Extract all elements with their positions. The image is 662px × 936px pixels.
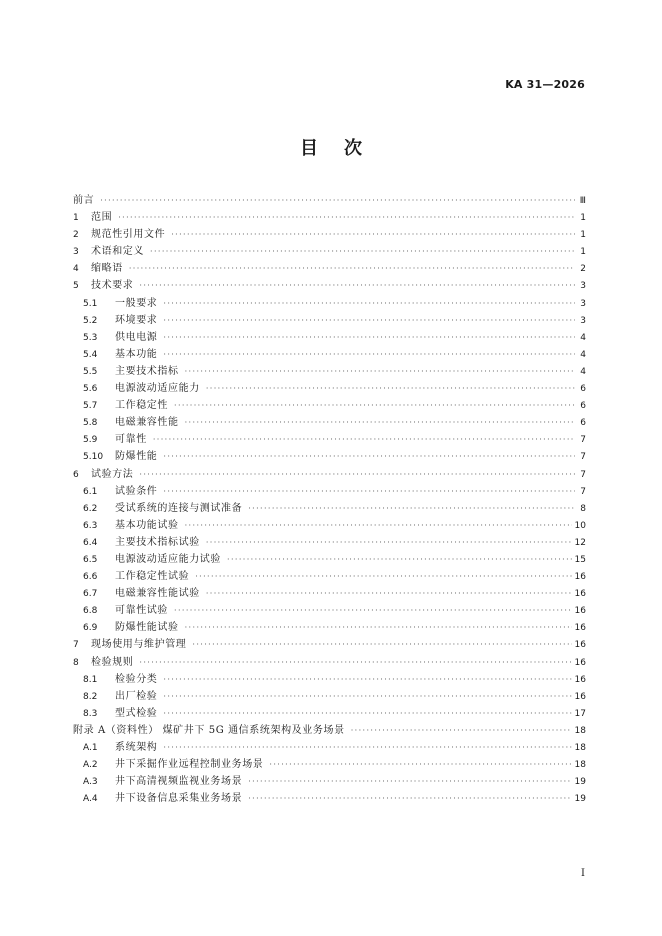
toc-entry-number: 6.6 (83, 572, 98, 583)
toc-leader-dots (163, 312, 575, 329)
toc-entry[interactable] (73, 705, 586, 722)
toc-entry-page: 8 (580, 503, 586, 514)
toc-entry-number: A.3 (83, 777, 98, 788)
toc-entry[interactable] (73, 466, 586, 483)
toc-entry-title: 试验条件 (115, 485, 158, 497)
toc-leader-dots (185, 363, 575, 380)
toc-leader-dots (163, 448, 575, 465)
toc-entry-number: 5.10 (83, 452, 104, 463)
toc-entry-title: 现场使用与维护管理 (91, 639, 187, 651)
toc-leader-dots (185, 414, 575, 431)
toc-leader-dots (248, 790, 571, 807)
toc-entry[interactable] (73, 226, 586, 243)
toc-entry[interactable] (73, 671, 586, 688)
toc-entry-title: 检验规则 (91, 656, 134, 668)
toc-entry-title: 供电电源 (115, 331, 158, 343)
toc-leader-dots (118, 209, 575, 226)
toc-leader-dots (206, 534, 572, 551)
toc-entry-number: 8.2 (83, 691, 98, 702)
toc-entry-page: 15 (574, 554, 586, 565)
toc-entry-page: 16 (574, 572, 586, 583)
toc-entry[interactable] (73, 654, 586, 671)
toc-entry[interactable] (73, 414, 586, 431)
toc-entry[interactable] (73, 380, 586, 397)
toc-leader-dots (351, 722, 572, 739)
toc-entry-title: 基本功能 (115, 348, 158, 360)
toc-entry-page: 16 (574, 674, 586, 685)
toc-leader-dots (269, 756, 571, 773)
toc-entry[interactable] (73, 329, 586, 346)
toc-entry-page: 16 (574, 691, 586, 702)
toc-entry[interactable] (73, 192, 586, 209)
page-number: I (581, 868, 585, 879)
toc-entry-number: 6.2 (83, 503, 98, 514)
toc-leader-dots (163, 346, 575, 363)
toc-entry-title: 技术要求 (91, 280, 134, 292)
toc-entry-page: 18 (574, 760, 586, 771)
toc-entry[interactable] (73, 585, 586, 602)
toc-leader-dots (174, 602, 572, 619)
toc-leader-dots (163, 705, 571, 722)
toc-leader-dots (150, 243, 575, 260)
toc-entry-number: 1 (73, 213, 79, 224)
toc-entry-number: 5.8 (83, 418, 98, 429)
toc-entry-number: 5.6 (83, 384, 98, 395)
toc-entry-number: 5.2 (83, 315, 98, 326)
toc-entry-number: 5 (73, 281, 79, 292)
table-of-contents (73, 192, 586, 807)
toc-entry-page: 6 (580, 401, 586, 412)
toc-entry-number: 5.7 (83, 401, 98, 412)
toc-leader-dots (163, 329, 575, 346)
toc-leader-dots (139, 277, 575, 294)
toc-entry-title: 井下采掘作业远程控制业务场景 (115, 759, 264, 771)
toc-leader-dots (248, 500, 575, 517)
toc-leader-dots (139, 466, 575, 483)
toc-entry-page: 16 (574, 657, 586, 668)
toc-entry-number: A.2 (83, 760, 98, 771)
toc-entry-title: 防爆性能试验 (115, 622, 179, 634)
toc-entry[interactable] (73, 277, 586, 294)
toc-leader-dots (163, 295, 575, 312)
toc-entry-page: 17 (574, 708, 586, 719)
toc-entry-number: 8.3 (83, 708, 98, 719)
toc-leader-dots (227, 551, 572, 568)
toc-entry-page: 2 (580, 264, 586, 275)
toc-entry[interactable] (73, 483, 586, 500)
toc-entry-title: 可靠性 (115, 434, 147, 446)
toc-entry-number: 3 (73, 247, 79, 258)
toc-entry[interactable] (73, 551, 586, 568)
toc-entry[interactable] (73, 312, 586, 329)
toc-entry-number: 6.9 (83, 623, 98, 634)
toc-entry-page: 16 (574, 589, 586, 600)
toc-entry-page: 6 (580, 418, 586, 429)
toc-entry-title: 规范性引用文件 (91, 229, 166, 241)
toc-entry-title: 范围 (91, 212, 113, 224)
toc-leader-dots (171, 226, 575, 243)
document-code: KA 31—2026 (505, 78, 585, 91)
toc-entry[interactable] (73, 739, 586, 756)
toc-leader-dots (163, 688, 571, 705)
toc-entry-page: 10 (574, 520, 586, 531)
toc-entry-title: 防爆性能 (115, 451, 158, 463)
toc-entry[interactable] (73, 619, 586, 636)
toc-entry[interactable] (73, 500, 586, 517)
toc-entry-page: 16 (574, 640, 586, 651)
toc-entry[interactable] (73, 688, 586, 705)
toc-entry-page: 1 (580, 230, 586, 241)
toc-entry-number: 6 (73, 469, 79, 480)
toc-entry-page: 3 (580, 315, 586, 326)
toc-entry-title: 检验分类 (115, 673, 158, 685)
toc-entry-page: 19 (574, 794, 586, 805)
toc-entry-number: 2 (73, 230, 79, 241)
toc-entry-page: 7 (580, 435, 586, 446)
toc-entry-page: 18 (574, 725, 586, 736)
toc-leader-dots (206, 585, 572, 602)
toc-entry-title: 基本功能试验 (115, 519, 179, 531)
toc-entry[interactable] (73, 722, 586, 739)
toc-entry-title: 术语和定义 (91, 246, 144, 258)
toc-entry-number: 8 (73, 657, 79, 668)
toc-entry-number: 6.5 (83, 554, 98, 565)
toc-entry-number: A.1 (83, 743, 98, 753)
toc-entry-page: 3 (580, 281, 586, 292)
toc-entry-title: 附录 A（资料性） 煤矿井下 5G 通信系统架构及业务场景 (73, 724, 345, 736)
toc-entry-title: 系统架构 (115, 742, 158, 753)
toc-entry-page: 16 (574, 623, 586, 634)
toc-leader-dots (185, 619, 572, 636)
toc-leader-dots (185, 517, 572, 534)
toc-entry-page: 1 (580, 247, 586, 258)
toc-entry-title: 可靠性试验 (115, 605, 168, 617)
toc-entry-number: 6.8 (83, 606, 98, 617)
toc-entry-title: 电源波动适应能力 (115, 383, 200, 395)
toc-entry-title: 井下设备信息采集业务场景 (115, 793, 243, 805)
toc-entry-title: 工作稳定性 (115, 400, 168, 412)
toc-entry-page: 6 (580, 384, 586, 395)
toc-entry-number: 5.1 (83, 298, 98, 309)
toc-leader-dots (192, 636, 571, 653)
toc-entry-page: 4 (580, 366, 586, 377)
toc-entry-page: 16 (574, 606, 586, 617)
toc-entry-number: 7 (73, 640, 79, 651)
toc-entry[interactable] (73, 243, 586, 260)
toc-entry-page: Ⅲ (579, 196, 586, 206)
toc-entry-page: 3 (580, 298, 586, 309)
toc-title: 目次 (300, 138, 388, 159)
toc-entry[interactable] (73, 448, 586, 465)
toc-entry-title: 主要技术指标试验 (115, 536, 200, 548)
toc-entry-title: 受试系统的连接与测试准备 (115, 502, 243, 514)
toc-entry[interactable] (73, 636, 586, 653)
toc-leader-dots (153, 431, 575, 448)
toc-leader-dots (174, 397, 575, 414)
toc-entry-title: 试验方法 (91, 468, 134, 480)
toc-entry[interactable] (73, 756, 586, 773)
toc-entry-title: 工作稳定性试验 (115, 571, 190, 583)
toc-entry[interactable] (73, 790, 586, 807)
toc-entry-number: 5.4 (83, 349, 98, 360)
toc-entry-number: 8.1 (83, 674, 98, 685)
toc-entry[interactable] (73, 534, 586, 551)
toc-entry[interactable] (73, 431, 586, 448)
toc-entry-title: 电磁兼容性能 (115, 417, 179, 429)
toc-leader-dots (163, 739, 571, 756)
toc-entry-number: 6.7 (83, 589, 98, 600)
toc-leader-dots (129, 260, 575, 277)
toc-entry-title: 主要技术指标 (115, 365, 179, 377)
toc-entry-title: 电磁兼容性能试验 (115, 588, 200, 600)
toc-entry-title: 缩略语 (91, 263, 123, 275)
toc-entry[interactable] (73, 397, 586, 414)
toc-leader-dots (100, 192, 575, 209)
toc-entry[interactable] (73, 209, 586, 226)
toc-leader-dots (139, 654, 571, 671)
toc-entry-number: 5.9 (83, 435, 98, 446)
toc-leader-dots (195, 568, 571, 585)
toc-entry-number: A.4 (83, 794, 98, 805)
toc-entry-title: 型式检验 (115, 707, 158, 719)
toc-entry-title: 一般要求 (115, 297, 158, 309)
toc-entry[interactable] (73, 363, 586, 380)
toc-entry-title: 井下高清视频监视业务场景 (115, 776, 243, 788)
toc-entry[interactable] (73, 517, 586, 534)
toc-entry-number: 6.3 (83, 520, 98, 531)
toc-entry-number: 6.1 (83, 486, 98, 497)
toc-entry[interactable] (73, 773, 586, 790)
toc-entry[interactable] (73, 260, 586, 277)
toc-leader-dots (163, 671, 571, 688)
toc-entry-title: 电源波动适应能力试验 (115, 553, 221, 565)
toc-entry-page: 7 (580, 452, 586, 463)
toc-entry-page: 4 (580, 332, 586, 343)
toc-entry[interactable] (73, 568, 586, 585)
toc-entry[interactable] (73, 346, 586, 363)
toc-entry-page: 7 (580, 469, 586, 480)
toc-entry-number: 4 (73, 264, 79, 275)
toc-entry-page: 18 (574, 743, 586, 753)
toc-entry-page: 7 (580, 486, 586, 497)
toc-entry-page: 1 (580, 213, 586, 224)
toc-entry[interactable] (73, 602, 586, 619)
toc-entry-title: 环境要求 (115, 314, 158, 326)
toc-entry-title: 出厂检验 (115, 690, 158, 702)
toc-entry-page: 4 (580, 349, 586, 360)
toc-entry-number: 5.3 (83, 332, 98, 343)
toc-leader-dots (163, 483, 575, 500)
toc-leader-dots (248, 773, 571, 790)
toc-entry-number: 6.4 (83, 537, 98, 548)
toc-entry-page: 19 (574, 777, 586, 788)
toc-entry-page: 12 (574, 537, 586, 548)
toc-entry[interactable] (73, 295, 586, 312)
toc-entry-title: 前言 (73, 195, 95, 206)
toc-leader-dots (206, 380, 575, 397)
toc-entry-number: 5.5 (83, 366, 98, 377)
